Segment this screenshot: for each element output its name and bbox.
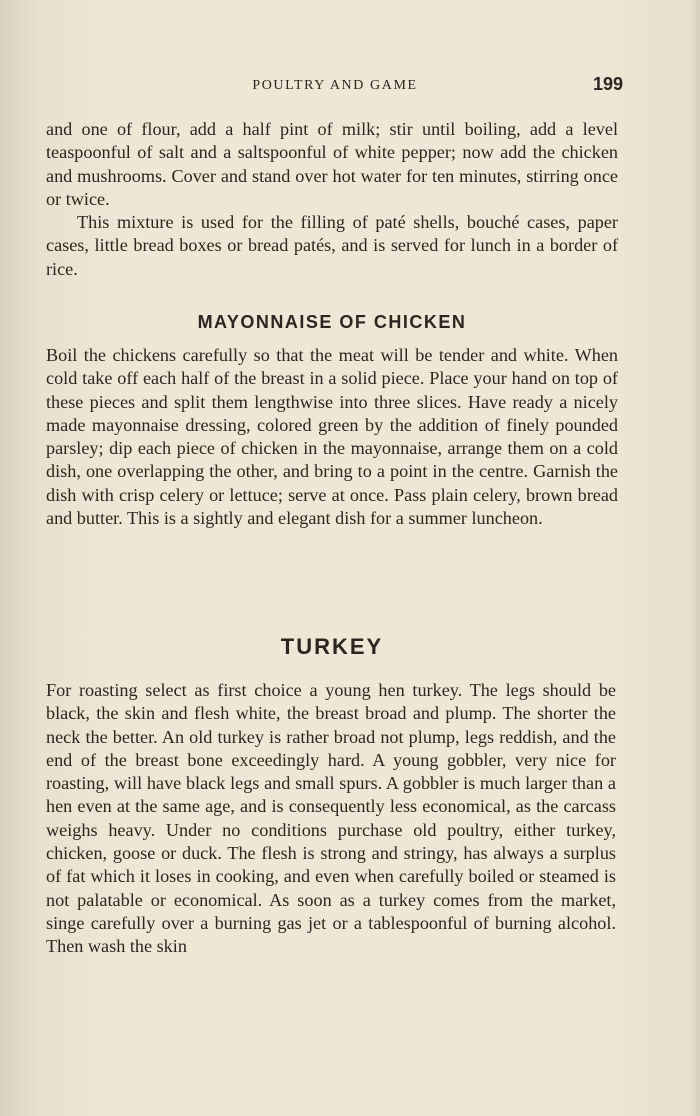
page-header xyxy=(47,74,623,100)
filling-usage-paragraph: This mixture is used for the filling of paté shells, bouché cases, paper cases, little bread boxes or bread patés, and is served for lunch in a border of rice. xyxy=(46,212,618,279)
turkey-paragraph: For roasting select as first choice a young hen turkey. The legs should be black, the skin and flesh white, the breast broad and plump. The shorter the neck the better. An old turkey is rather broad not plump, legs reddish, and the end of the breast bone exceedingly hard. A young gobbler, very nice for roasting, will have black legs and small spurs. A gobbler is much larger than a hen even at the same age, and is consequently less economical, as the carcass weighs heavy. Under no conditions purchase old poultry, either turkey, chicken, goose or duck. The flesh is strong and stringy, has always a surplus of fat which it loses in cooking, and even when carefully boiled or steamed is not palatable or economical. As soon as a turkey comes from the market, singe carefully over a burning gas jet or a tablespoonful of burning alcohol. Then wash the skin xyxy=(46,680,616,957)
continuation-text xyxy=(46,118,618,281)
page-number: 199 xyxy=(592,74,623,94)
running-head: POULTRY AND GAME xyxy=(252,78,418,93)
mayonnaise-paragraph: Boil the chickens carefully so that the meat will be tender and white. When cold take off each half of the breast in a solid piece. Place your hand on top of these pieces and split them lengthwise into three slices. Have ready a nicely made mayonnaise dressing, colored green by the addition of finely pounded parsley; dip each piece of chicken in the mayonnaise, arrange them on a cold dish, one overlapping the other, and bring to a point in the centre. Garnish the dish with crisp celery or lettuce; serve at once. Pass plain celery, brown bread and butter. This is a sightly and elegant dish for a summer luncheon. xyxy=(46,345,618,529)
mayonnaise-heading: MAYONNAISE OF CHICKEN xyxy=(197,312,467,332)
mayonnaise-section xyxy=(46,344,618,530)
continuation-paragraph: and one of flour, add a half pint of milk; stir until boiling, add a level teaspoonful of salt and a saltspoonful of white pepper; now add the chicken and mushrooms. Cover and stand over hot water for ten minutes, stirring once or twice. xyxy=(46,119,618,209)
turkey-section xyxy=(46,679,616,959)
turkey-heading: TURKEY xyxy=(280,634,384,659)
